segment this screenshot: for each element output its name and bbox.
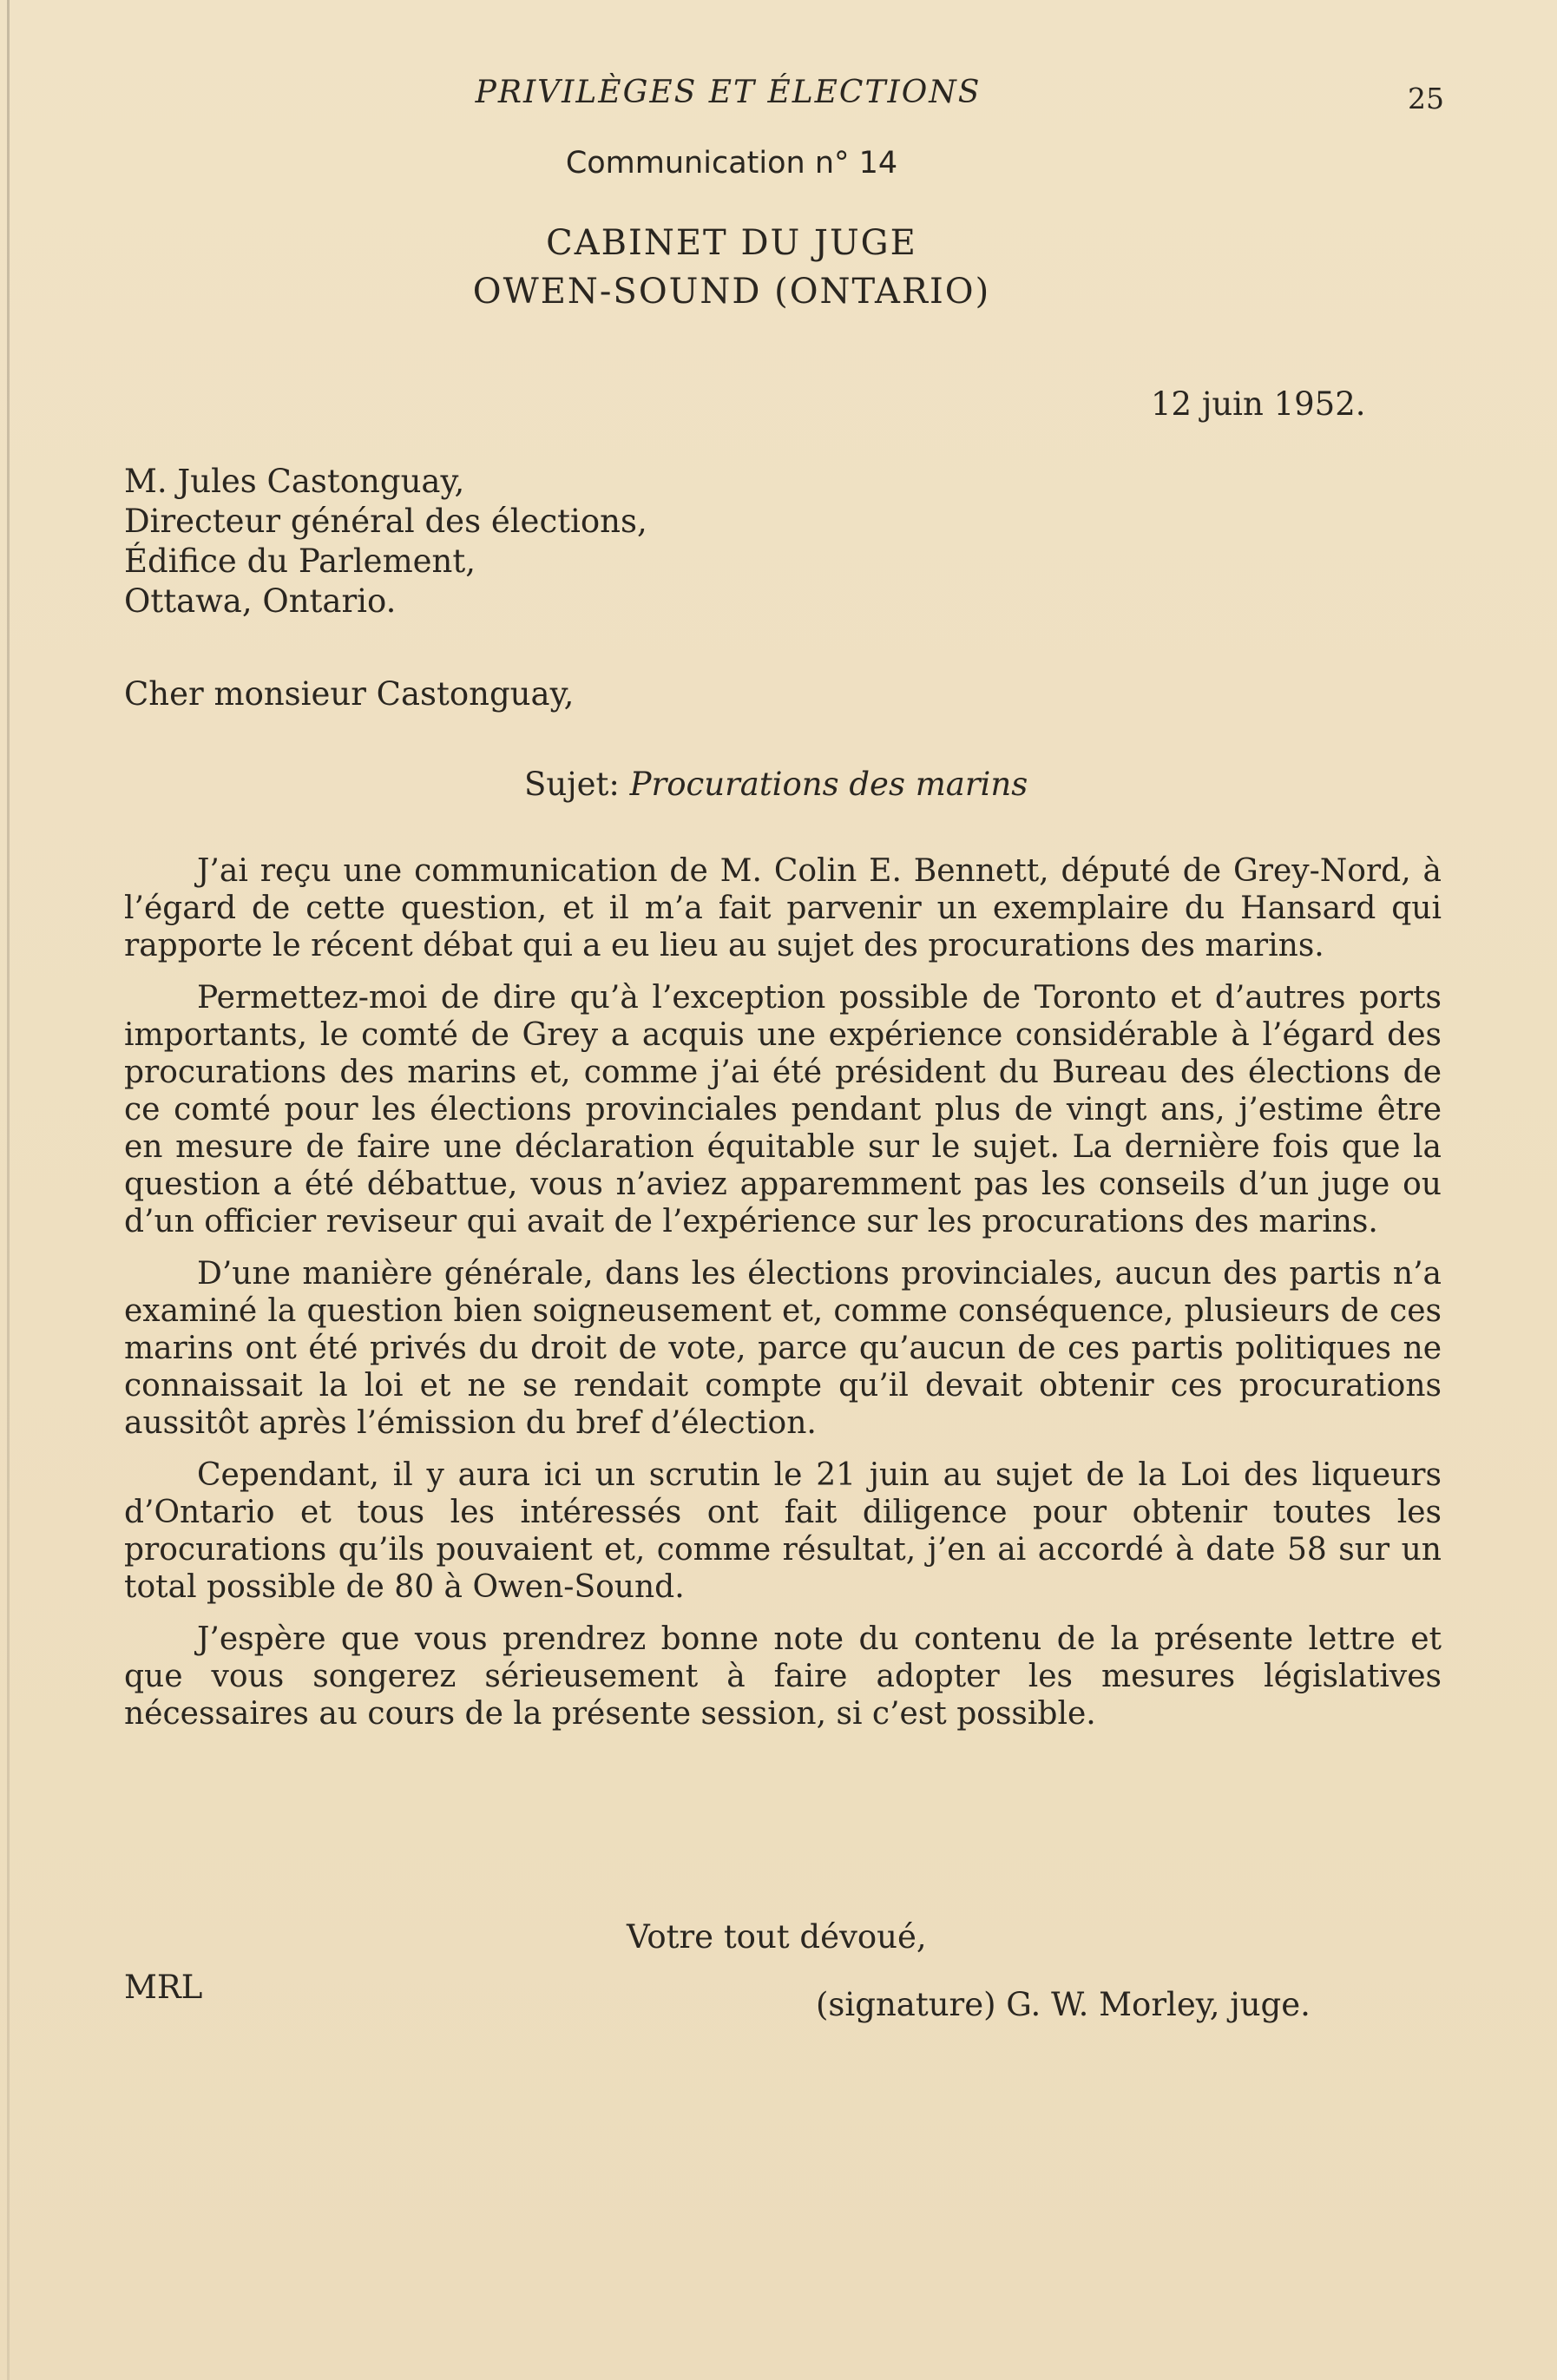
address-line: Ottawa, Ontario. [124, 582, 397, 620]
letter-date: 12 juin 1952. [1151, 385, 1366, 423]
body-paragraph: Permettez-moi de dire qu’à l’exception possible de Toronto et d’autres ports importants, le comté de Grey a acquis une expérience considérable à l’égard des procurations des marins et, comme j’ai été président du Bureau des élections de ce comté pour les élections provinciales pendant plus de vingt ans, j’estime être en mesure de faire une déclaration équitable sur le sujet. La dernière fois que la question a été débattue, vous n’aviez apparemment pas les conseils d’un juge ou d’un officier reviseur qui avait de l’expérience sur les procurations des marins. [124, 980, 1442, 1239]
letter-body [124, 852, 1442, 1747]
typist-initials: MRL [124, 1969, 203, 2006]
communication-number [0, 146, 1557, 181]
salutation: Cher monsieur Castonguay, [124, 675, 575, 713]
recipient-address [124, 462, 647, 621]
letterhead-line-2: OWEN-SOUND (ONTARIO) [472, 272, 991, 312]
letterhead [0, 219, 1557, 316]
page-edge-shadow [7, 0, 10, 2380]
page-number: 25 [1408, 82, 1444, 115]
running-title: PRIVILÈGES ET ÉLECTIONS [475, 75, 982, 110]
running-head [0, 75, 1557, 110]
address-line: Édifice du Parlement, [124, 542, 476, 580]
complimentary-close: Votre tout dévoué, [627, 1918, 927, 1956]
body-paragraph: D’une manière générale, dans les élections provinciales, aucun des partis n’a examiné la question bien soigneusement et, comme conséquence, plusieurs de ces marins ont été privés du droit de vote, parce qu’aucun de ces partis politiques ne connaissait la loi et ne se rendait compte qu’il devait obtenir ces procurations aussitôt après l’émission du bref d’élection. [124, 1256, 1442, 1441]
letterhead-line-1: CABINET DU JUGE [546, 223, 917, 263]
signature-line: (signature) G. W. Morley, juge. [816, 1986, 1311, 2023]
subject-label: Sujet: [524, 766, 620, 803]
address-line: Directeur général des élections, [124, 503, 647, 540]
body-paragraph: J’espère que vous prendrez bonne note du contenu de la présente lettre et que vous songerez sérieusement à faire adopter les mesures législatives nécessaires au cours de la présente session, si c’est possible. [124, 1621, 1442, 1732]
subject-topic: Procurations des marins [629, 766, 1028, 803]
communication-number-text: Communication n° 14 [565, 146, 898, 181]
address-line: M. Jules Castonguay, [124, 463, 465, 500]
body-paragraph: J’ai reçu une communication de M. Colin E. Bennett, député de Grey-Nord, à l’égard de cette question, et il m’a fait parvenir un exemplaire du Hansard qui rapporte le récent débat qui a eu lieu au sujet des procurations des marins. [124, 853, 1442, 963]
subject-line [524, 766, 1028, 803]
body-paragraph: Cependant, il y aura ici un scrutin le 21 juin au sujet de la Loi des liqueurs d’Ontario et tous les intéressés ont fait diligence pour obtenir toutes les procurations qu’ils pouvaient et, comme résultat, j’en ai accordé à date 58 sur un total possible de 80 à Owen-Sound. [124, 1457, 1442, 1605]
